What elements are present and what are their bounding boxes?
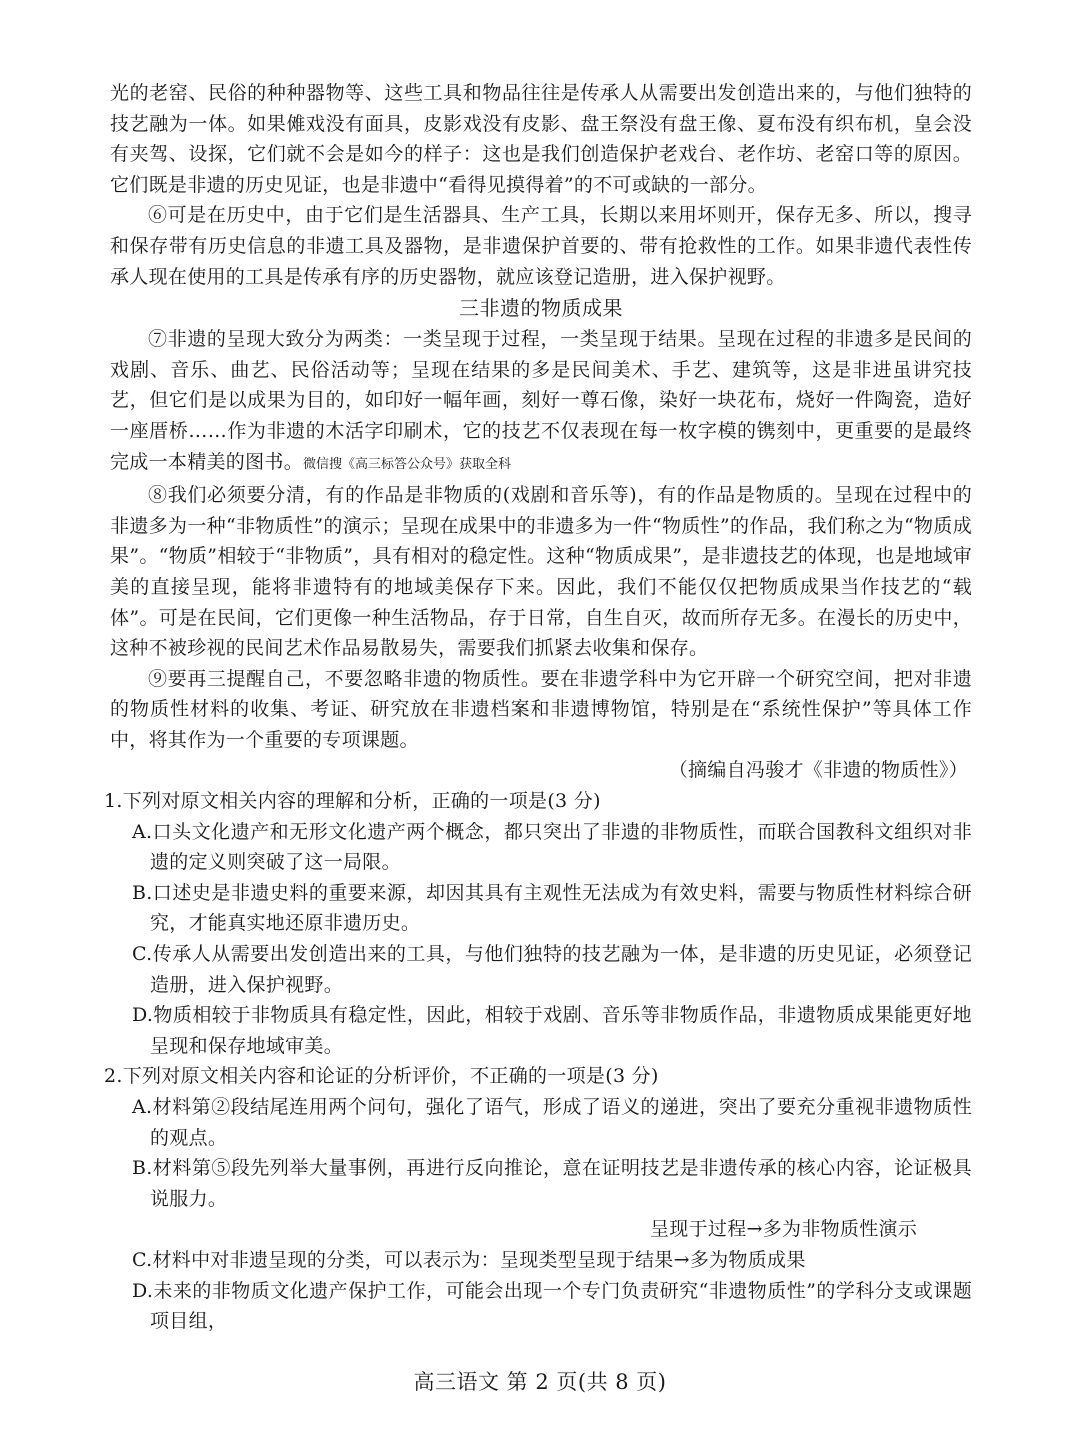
section-heading-3: 三非遗的物质成果 — [459, 296, 623, 321]
question-2-option-c: C.材料中对非遗呈现的分类，可以表示为：呈现类型呈现于结果→多为物质成果 — [132, 1248, 806, 1271]
question-1-stem: 1.下列对原文相关内容的理解和分析，正确的一项是(3 分) — [104, 790, 601, 813]
question-1-option-b: B.口述史是非遗史料的重要来源，却因其具有主观性无法成为有效史料，需要与物质性材料综合研究，才能真实地还原非遗历史。 — [132, 881, 972, 935]
page-footer: 高三语文 第 2 页(共 8 页) — [413, 1370, 667, 1394]
paragraph-8: ⑧我们必须要分清，有的作品是非物质的(戏剧和音乐等)，有的作品是物质的。呈现在过程中的非遗多为一种“非物质性”的演示；呈现在成果中的非遗多为一件“物质性”的作品，我们称之为“物质成果”。“物质”相较于“非物质”，具有相对的稳定性。这种“物质成果”，是非遗技艺的体现，也是地域审美的直接呈现，能将非遗特有的地域美保存下来。因此，我们不能仅仅把物质成果当作技艺的“载体”。可是在民间，它们更像一种生活物品，存于日常，自生自灭，故而所存无多。在漫长的历史中，这种不被珍视的民间艺术作品易散易失，需要我们抓紧去收集和保存。 — [110, 484, 972, 660]
article-source: （摘编自冯骏才《非遗的物质性》） — [668, 759, 968, 782]
question-2-stem: 2.下列对原文相关内容和论证的分析评价，不正确的一项是(3 分) — [104, 1065, 659, 1088]
question-2-option-d: D.未来的非物质文化遗产保护工作，可能会出现一个专门负责研究“非遗物质性”的学科分支或课题项目组， — [132, 1279, 972, 1333]
paragraph-7 — [110, 324, 972, 480]
paragraph-7-text: ⑦非遗的呈现大致分为两类：一类呈现于过程，一类呈现于结果。呈现在过程的非遗多是民间的戏剧、音乐、曲艺、民俗活动等；呈现在结果的多是民间美术、手艺、建筑等，这是非进虽讲究技艺，但它们是以成果为目的，如印好一幅年画，刻好一尊石像，染好一块花布，烧好一件陶瓷，造好一座厝桥……作为非遗的木活字印刷术，它的技艺不仅表现在每一枚字模的镌刻中，更重要的是最终完成一本精美的图书。 — [110, 328, 972, 473]
question-1-option-d: D.物质相较于非物质具有稳定性，因此，相较于戏剧、音乐等非物质作品，非遗物质成果能更好地呈现和保存地域审美。 — [132, 1004, 972, 1057]
paragraph-6: ⑥可是在历史中，由于它们是生活器具、生产工具，长期以来用坏则开，保存无多、所以，搜寻和保存带有历史信息的非遗工具及器物，是非遗保护首要的、带有抢救性的工作。如果非遗代表性传承人现在使用的工具是传承有序的历史器物，就应该登记造册，进入保护视野。 — [110, 204, 972, 288]
question-2-option-c-diagram-top: 呈现于过程→多为非物质性演示 — [650, 1218, 918, 1241]
paragraph-9: ⑨要再三提醒自己，不要忽略非遗的物质性。要在非遗学科中为它开辟一个研究空间，把对非遗的物质性材料的收集、考证、研究放在非遗档案和非遗博物馆，特别是在“系统性保护”等具体工作中，将其作为一个重要的专项课题。 — [110, 667, 972, 751]
question-2-option-b: B.材料第⑤段先列举大量事例，再进行反向推论，意在证明技艺是非遗传承的核心内容，论证极具说服力。 — [132, 1157, 972, 1210]
question-2-option-a: A.材料第②段结尾连用两个问句，强化了语气，形成了语义的递进，突出了要充分重视非遗物质性的观点。 — [132, 1096, 972, 1149]
question-1-option-a: A.口头文化遗产和无形文化遗产两个概念，都只突出了非遗的非物质性，而联合国教科文组织对非遗的定义则突破了这一局限。 — [132, 820, 972, 874]
article-body — [104, 78, 972, 1337]
question-1-option-c: C.传承人从需要出发创造出来的工具，与他们独特的技艺融为一体，是非遗的历史见证，必须登记造册，进入保护视野。 — [132, 943, 972, 996]
watermark-note: 微信搜《高三标答公众号》获取全科 — [303, 456, 512, 472]
paragraph-5-continued: 光的老窑、民俗的种种器物等、这些工具和物品往往是传承人从需要出发创造出来的，与他们独特的技艺融为一体。如果傩戏没有面具，皮影戏没有皮影、盘王祭没有盘王像、夏布没有织布机，皇会没有夹驾、设探，它们就不会是如今的样子：这也是我们创造保护老戏台、老作坊、老窑口等的原因。它们既是非遗的历史见证，也是非遗中“看得见摸得着”的不可或缺的一部分。 — [110, 82, 972, 196]
